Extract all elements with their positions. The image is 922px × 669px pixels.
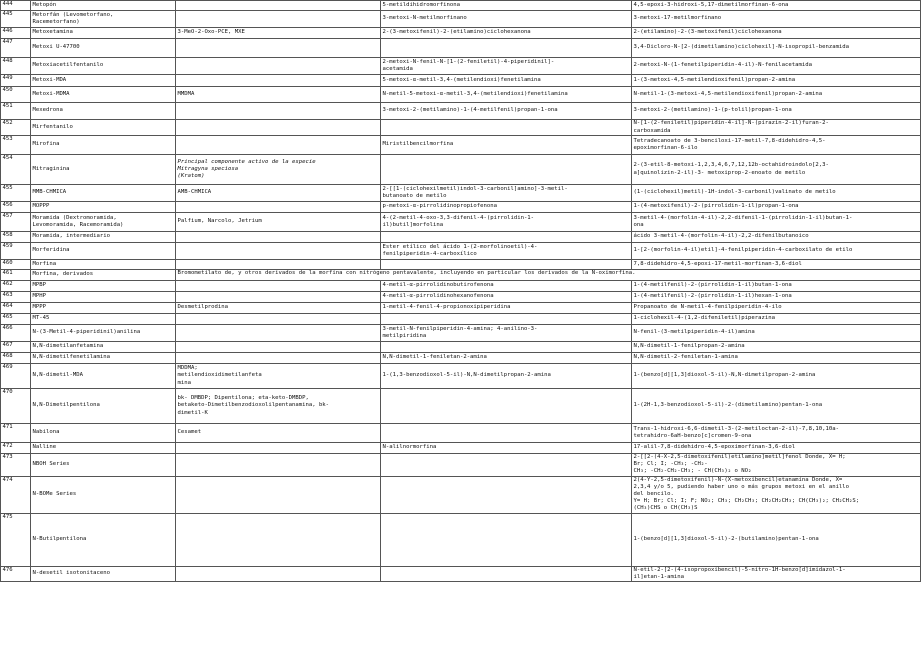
chemical-name-cell — [381, 424, 632, 443]
row-number-cell: 465 — [1, 314, 31, 325]
iupac-name-cell: ácido 3-metil-4-(morfolin-4-il)-2,2-difenilbutanoico — [632, 232, 921, 243]
row-number-cell: 468 — [1, 353, 31, 364]
substance-name-cell: Morfina — [31, 260, 176, 270]
table-row — [1, 136, 921, 155]
table-body — [1, 1, 921, 582]
row-number-cell: 458 — [1, 232, 31, 243]
synonyms-cell: MDDMA; metilendioxidimetilanfeta mina — [176, 364, 381, 389]
synonyms-cell — [176, 476, 381, 513]
substance-name-cell: MMB-CHMICA — [31, 185, 176, 202]
substance-name-cell: MPBP — [31, 281, 176, 292]
chemical-name-cell: 1-(1,3-benzodioxol-5-il)-N,N-dimetilpropan-2-amina — [381, 364, 632, 389]
substance-name-cell: Mirofina — [31, 136, 176, 155]
iupac-name-cell: Tetradecanoato de 3-benciloxi-17-metil-7,8-didehidro-4,5- epoximorfinan-6-ilo — [632, 136, 921, 155]
substance-name-cell: Nabilona — [31, 424, 176, 443]
row-number-cell: 464 — [1, 303, 31, 314]
substance-name-cell: Moramida, intermediario — [31, 232, 176, 243]
synonyms-cell — [176, 314, 381, 325]
synonyms-cell — [176, 292, 381, 303]
table-row — [1, 155, 921, 185]
row-number-cell: 452 — [1, 120, 31, 136]
row-number-cell: 469 — [1, 364, 31, 389]
substance-name-cell: Metoxi U-47700 — [31, 39, 176, 58]
iupac-name-cell: 1-(benzo[d][1,3]dioxol-5-il)-N,N-dimetilpropan-2-amina — [632, 364, 921, 389]
substance-name-cell: Metoxetamina — [31, 28, 176, 39]
substance-name-cell: Metorfán (Levometorfano, Racemetorfano) — [31, 11, 176, 28]
chemical-name-cell: 5-metoxi-α-metil-3,4-(metilendioxi)fenetilamina — [381, 75, 632, 87]
synonyms-cell — [176, 281, 381, 292]
row-number-cell: 457 — [1, 213, 31, 232]
row-number-cell: 470 — [1, 389, 31, 424]
table-row — [1, 213, 921, 232]
iupac-name-cell: 2-[[2-(4-X-2,5-dimetoxifenil)etilamino]metil]fenol Donde, X= H; Br; Cl; I; -CH₃; -CH₂- CH₃; -CH₂-CH₂-CH₃; - CH(CH₃)₂ o NO₂ — [632, 454, 921, 477]
synonyms-cell — [176, 260, 381, 270]
synonyms-cell: Palfium, Narcolo, Jetrium — [176, 213, 381, 232]
iupac-name-cell: 2(4-Y-2,5-dimetoxifenil)-N-(X-metoxibencil)etanamina Donde, X= 2,3,4 y/o 5, pudiendo haber uno o más grupos metoxi en el anillo del bencilo. Y= H; Br; Cl; I; F; NO₂; CH₃; CH₂CH₃; CH₂CH₂CH₃; CH(CH₃)₂; CH₂CH₂S; (CH₃)CHS o CH(CH₃)S — [632, 476, 921, 513]
synonyms-cell — [176, 454, 381, 477]
iupac-name-cell: 1-(benzo[d][1,3]dioxol-5-il)-2-(butilamino)pentan-1-ona — [632, 513, 921, 566]
row-number-cell: 461 — [1, 270, 31, 281]
row-number-cell: 451 — [1, 103, 31, 120]
iupac-name-cell: 1-(4-metoxifenil)-2-(pirrolidin-1-il)propan-1-ona — [632, 202, 921, 213]
synonyms-cell: 3-MeO-2-Oxo-PCE, MXE — [176, 28, 381, 39]
iupac-name-cell: N-metil-1-(3-metoxi-4,5-metilendioxifenil)propan-2-amina — [632, 87, 921, 103]
synonyms-cell — [176, 342, 381, 353]
substance-name-cell: MPPP — [31, 303, 176, 314]
chemical-name-cell: N-alilnormorfina — [381, 443, 632, 454]
substance-name-cell: Mitraginina — [31, 155, 176, 185]
iupac-name-cell: 4,5-epoxi-3-hidroxi-5,17-dimetilmorfinan-6-ona — [632, 1, 921, 11]
chemical-name-cell — [381, 120, 632, 136]
iupac-name-cell: 1-ciclohexil-4-(1,2-difeniletil)piperazina — [632, 314, 921, 325]
synonyms-cell — [176, 1, 381, 11]
table-row — [1, 314, 921, 325]
iupac-name-cell: 3-metil-4-(morfolin-4-il)-2,2-difenil-1-(pirrolidin-1-il)butan-1- ona — [632, 213, 921, 232]
table-row — [1, 243, 921, 260]
chemical-name-cell — [381, 155, 632, 185]
row-number-cell: 475 — [1, 513, 31, 566]
substance-name-cell: Moramida (Dextromoramida, Levomoramida, Racemoramida) — [31, 213, 176, 232]
iupac-name-cell: N-[1-(2-feniletil)piperidin-4-il]-N-(pirazin-2-il)furan-2- carboxamida — [632, 120, 921, 136]
synonyms-cell — [176, 243, 381, 260]
synonyms-cell — [176, 353, 381, 364]
synonyms-cell — [176, 136, 381, 155]
row-number-cell: 447 — [1, 39, 31, 58]
row-number-cell: 472 — [1, 443, 31, 454]
iupac-name-cell: Propanoato de N-metil-4-fenilpiperidin-4-ilo — [632, 303, 921, 314]
row-number-cell: 471 — [1, 424, 31, 443]
substance-name-cell: Metoxiacetilfentanilo — [31, 58, 176, 75]
synonyms-cell — [176, 325, 381, 342]
table-row — [1, 202, 921, 213]
substance-name-cell: Morfina, derivados — [31, 270, 176, 281]
iupac-name-cell: 1-(3-metoxi-4,5-metilendioxifenil)propan-2-amina — [632, 75, 921, 87]
iupac-name-cell: 17-alil-7,8-didehidro-4,5-epoximorfinan-3,6-diol — [632, 443, 921, 454]
chemical-name-cell: 4-(2-metil-4-oxo-3,3-difenil-4-(pirrolidin-1- il)butil]morfolina — [381, 213, 632, 232]
substance-name-cell: N,N-dimetil-MDA — [31, 364, 176, 389]
substance-name-cell: Mirfentanilo — [31, 120, 176, 136]
iupac-name-cell: 2-(3-etil-8-metoxi-1,2,3,4,6,7,12,12b-octahidroindolo[2,3- a]quinolizin-2-il)-3- metoxiprop-2-enoato de metilo — [632, 155, 921, 185]
synonyms-cell: AMB-CHMICA — [176, 185, 381, 202]
table-row — [1, 185, 921, 202]
chemical-name-cell: 5-metildihidromorfinona — [381, 1, 632, 11]
synonyms-cell: MMDMA — [176, 87, 381, 103]
substance-name-cell: MT-45 — [31, 314, 176, 325]
row-number-cell: 473 — [1, 454, 31, 477]
row-number-cell: 449 — [1, 75, 31, 87]
table-row — [1, 260, 921, 270]
chemical-name-cell: 2-metoxi-N-fenil-N-[1-(2-feniletil)-4-piperidinil]- acetamida — [381, 58, 632, 75]
chemical-name-cell — [381, 454, 632, 477]
chemical-name-cell — [381, 39, 632, 58]
iupac-name-cell: 1-(4-metilfenil)-2-(pirrolidin-1-il)hexan-1-ona — [632, 292, 921, 303]
substance-name-cell: MOPPP — [31, 202, 176, 213]
table-row — [1, 303, 921, 314]
chemical-name-cell: 2-[[1-(ciclohexilmetil)indol-3-carbonil]amino]-3-metil- butanoato de metilo — [381, 185, 632, 202]
table-row — [1, 353, 921, 364]
substance-name-cell: Metopón — [31, 1, 176, 11]
synonyms-cell: Principal componente activo de la especie Mitragyna speciosa (Kratom) — [176, 155, 381, 185]
chemical-name-cell: N,N-dimetil-1-feniletan-2-amina — [381, 353, 632, 364]
chemical-name-cell: 4-metil-α-pirrolidinobutirofenona — [381, 281, 632, 292]
chemical-name-cell: N-metil-5-metoxi-α-metil-3,4-(metilendioxi)fenetilamina — [381, 87, 632, 103]
iupac-name-cell: (1-(ciclohexil)metil)-1H-indol-3-carbonil)valinato de metilo — [632, 185, 921, 202]
table-row — [1, 342, 921, 353]
synonyms-cell — [176, 120, 381, 136]
row-number-cell: 450 — [1, 87, 31, 103]
synonyms-cell — [176, 58, 381, 75]
row-number-cell: 459 — [1, 243, 31, 260]
synonyms-cell — [176, 75, 381, 87]
substance-name-cell: N-BOMe Series — [31, 476, 176, 513]
iupac-name-cell: Trans-1-hidroxi-6,6-dimetil-3-(2-metiloctan-2-il)-7,8,10,10a- tetrahidro-6aH-benzo[c]cromen-9-ona — [632, 424, 921, 443]
iupac-name-cell: N-fenil-(3-metilpiperidin-4-il)amina — [632, 325, 921, 342]
substance-name-cell: N,N-Dimetilpentilona — [31, 389, 176, 424]
synonyms-cell — [176, 566, 381, 581]
row-number-cell: 448 — [1, 58, 31, 75]
chemical-name-cell: 3-metoxi-2-(metilamino)-1-(4-metilfenil)propan-1-ona — [381, 103, 632, 120]
synonyms-cell — [176, 513, 381, 566]
substance-name-cell: Nalline — [31, 443, 176, 454]
row-number-cell: 463 — [1, 292, 31, 303]
table-row — [1, 424, 921, 443]
iupac-name-cell: 2-(etilamino)-2-(3-metoxifenil)ciclohexanona — [632, 28, 921, 39]
chemical-name-cell — [381, 260, 632, 270]
chemical-name-cell — [381, 513, 632, 566]
chemical-name-cell — [381, 314, 632, 325]
chemical-name-cell: 3-metoxi-N-metilmorfinano — [381, 11, 632, 28]
iupac-name-cell: 3,4-Dicloro-N-[2-(dimetilamino)ciclohexil]-N-isopropil-benzamida — [632, 39, 921, 58]
synonyms-cell: Cesamet — [176, 424, 381, 443]
merged-note-cell: Bromometilato de, y otros derivados de la morfina con nitrógeno pentavalente, incluyendo en particular los derivados de la N-oximorfina. — [176, 270, 921, 281]
row-number-cell: 445 — [1, 11, 31, 28]
row-number-cell: 462 — [1, 281, 31, 292]
synonyms-cell — [176, 39, 381, 58]
iupac-name-cell: 7,8-didehidro-4,5-epoxi-17-metil-morfinan-3,6-diol — [632, 260, 921, 270]
synonyms-cell — [176, 232, 381, 243]
iupac-name-cell: 3-metoxi-2-(metilamino)-1-(p-tolil)propan-1-ona — [632, 103, 921, 120]
table-row — [1, 58, 921, 75]
chemical-name-cell: 3-metil-N-fenilpiperidin-4-amina; 4-anilino-3- metilpiridina — [381, 325, 632, 342]
chemical-name-cell: 1-metil-4-fenil-4-propionoxipiperidina — [381, 303, 632, 314]
iupac-name-cell: N-etil-2-[2-(4-isopropoxibencil)-5-nitro-1H-benzo[d]imidazol-1- il]etan-1-amina — [632, 566, 921, 581]
table-row — [1, 103, 921, 120]
table-row — [1, 443, 921, 454]
synonyms-cell — [176, 103, 381, 120]
table-row — [1, 281, 921, 292]
table-row — [1, 75, 921, 87]
row-number-cell: 476 — [1, 566, 31, 581]
iupac-name-cell: 1-(2H-1,3-benzodioxol-5-il)-2-(dimetilamino)pentan-1-ona — [632, 389, 921, 424]
substance-name-cell: N,N-dimetilfenetilamina — [31, 353, 176, 364]
table-row — [1, 232, 921, 243]
chemical-name-cell: Ester etílico del ácido 1-(2-morfolinoetil)-4- fenilpiperidin-4-carboxílico — [381, 243, 632, 260]
chemical-name-cell — [381, 232, 632, 243]
chemical-name-cell — [381, 389, 632, 424]
synonyms-cell: Desmetilprodina — [176, 303, 381, 314]
row-number-cell: 460 — [1, 260, 31, 270]
iupac-name-cell: N,N-dimetil-2-feniletan-1-amina — [632, 353, 921, 364]
row-number-cell: 474 — [1, 476, 31, 513]
chemical-name-cell — [381, 566, 632, 581]
chemical-name-cell: 4-metil-α-pirrolidinohexanofenona — [381, 292, 632, 303]
substance-name-cell: N,N-dimetilanfetamina — [31, 342, 176, 353]
table-row — [1, 476, 921, 513]
table-row — [1, 364, 921, 389]
table-row — [1, 566, 921, 581]
chemical-name-cell — [381, 342, 632, 353]
chemical-name-cell — [381, 476, 632, 513]
iupac-name-cell: 3-metoxi-17-metilmorfinano — [632, 11, 921, 28]
table-row — [1, 28, 921, 39]
substance-name-cell: N-(3-Metil-4-piperidinil)anilina — [31, 325, 176, 342]
substance-name-cell: N-desetil isotonitaceno — [31, 566, 176, 581]
table-row — [1, 389, 921, 424]
row-number-cell: 446 — [1, 28, 31, 39]
substance-name-cell: Metoxi-MDA — [31, 75, 176, 87]
table-row — [1, 39, 921, 58]
substance-name-cell: MPHP — [31, 292, 176, 303]
table-row — [1, 513, 921, 566]
synonyms-cell — [176, 202, 381, 213]
table-row — [1, 325, 921, 342]
table-row — [1, 292, 921, 303]
row-number-cell: 467 — [1, 342, 31, 353]
synonyms-cell — [176, 443, 381, 454]
substance-name-cell: Morferidina — [31, 243, 176, 260]
chemical-name-cell: Miristilbencilmorfina — [381, 136, 632, 155]
substance-name-cell: NBOH Series — [31, 454, 176, 477]
table-row — [1, 120, 921, 136]
table-row — [1, 11, 921, 28]
iupac-name-cell: 2-metoxi-N-(1-fenetilpiperidin-4-il)-N-fenilacetamida — [632, 58, 921, 75]
iupac-name-cell: N,N-dimetil-1-fenilpropan-2-amina — [632, 342, 921, 353]
table-row — [1, 87, 921, 103]
row-number-cell: 453 — [1, 136, 31, 155]
synonyms-cell: bk- DMBDP; Dipentilona; eta-keto-DMBDP, betaketo-Dimetilbenzodioxolilpentanamina, bk- dimetil-K — [176, 389, 381, 424]
substance-name-cell: N-Butilpentilona — [31, 513, 176, 566]
iupac-name-cell: 1-[2-(morfolin-4-il)etil]-4-fenilpiperidin-4-carboxilato de etilo — [632, 243, 921, 260]
row-number-cell: 454 — [1, 155, 31, 185]
substance-name-cell: Metoxi-MDMA — [31, 87, 176, 103]
substance-name-cell: Mexedrona — [31, 103, 176, 120]
chemical-name-cell: 2-(3-metoxifenil)-2-(etilamino)ciclohexanona — [381, 28, 632, 39]
table-row — [1, 454, 921, 477]
row-number-cell: 444 — [1, 1, 31, 11]
chemical-name-cell: p-metoxi-α-pirrolidinopropiofenona — [381, 202, 632, 213]
table-row — [1, 270, 921, 281]
iupac-name-cell: 1-(4-metilfenil)-2-(pirrolidin-1-il)butan-1-ona — [632, 281, 921, 292]
synonyms-cell — [176, 11, 381, 28]
row-number-cell: 455 — [1, 185, 31, 202]
row-number-cell: 456 — [1, 202, 31, 213]
table-row — [1, 1, 921, 11]
row-number-cell: 466 — [1, 325, 31, 342]
